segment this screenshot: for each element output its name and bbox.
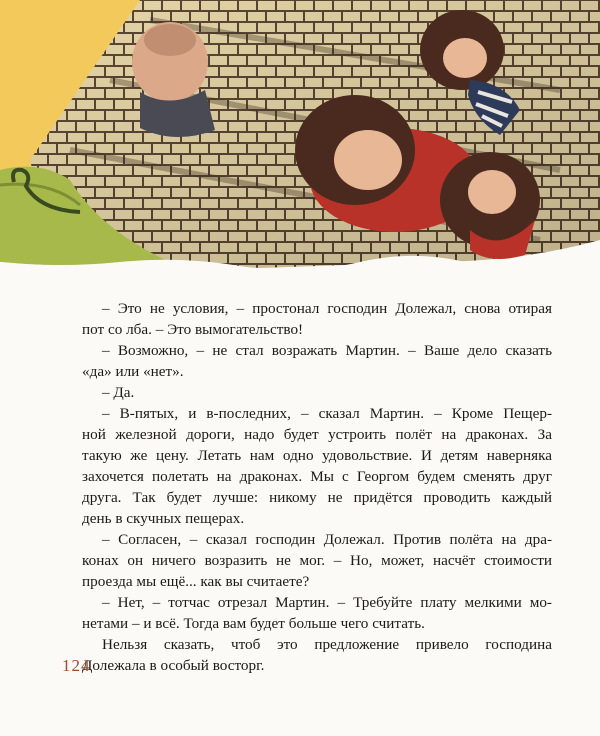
text-line: захочется полетать на драконах. Мы с Георгом будем сменять друг (82, 468, 552, 485)
paragraph (82, 592, 552, 634)
paragraph (82, 298, 552, 340)
paragraph (82, 403, 552, 529)
text-line: проезда мы ещё... как вы считаете? (82, 573, 310, 590)
text-line: друга. Так будет лучше: никому не придётся проводить каждый (82, 489, 552, 506)
illustration (0, 0, 600, 285)
text-line: «да» или «нет». (82, 363, 184, 380)
paragraph (82, 529, 552, 592)
text-line: такую же цену. Летать нам одно удовольствие. И детям наверняка (82, 447, 552, 464)
stone-wall-illustration (0, 0, 600, 285)
text-line: – Это не условия, – простонал господин Долежал, снова отирая (102, 300, 552, 317)
text-line: – В-пятых, и в-последних, – сказал Мартин. – Кроме Пещер- (102, 405, 552, 422)
text-line: пот со лба. – Это вымогательство! (82, 321, 304, 338)
text-line: – Да. (102, 384, 135, 401)
text-line: – Возможно, – не стал возражать Мартин. – Ваше дело сказать (102, 342, 552, 359)
text-line: день в скучных пещерах. (82, 510, 245, 527)
text-line: нетами – и всё. Тогда вам будет больше чего считать. (82, 615, 425, 632)
text-line: – Согласен, – сказал господин Долежал. Против полёта на дра- (102, 531, 552, 548)
text-line: – Нет, – тотчас отрезал Мартин. – Требуйте плату мелкими мо- (102, 594, 552, 611)
paragraph (82, 340, 552, 382)
text-line: Долежала в особый восторг. (82, 657, 265, 674)
text-line: Нельзя сказать, чтоб это предложение привело господина (102, 636, 552, 653)
text-line: ной железной дороги, надо будет устроить полёт на драконах. За (82, 426, 552, 443)
story-text (82, 298, 552, 676)
paragraph (82, 382, 552, 403)
text-line: конах он ничего возразить не мог. – Но, может, насчёт стоимости (82, 552, 552, 569)
page-number: 124 (62, 656, 91, 675)
paragraph (82, 634, 552, 676)
